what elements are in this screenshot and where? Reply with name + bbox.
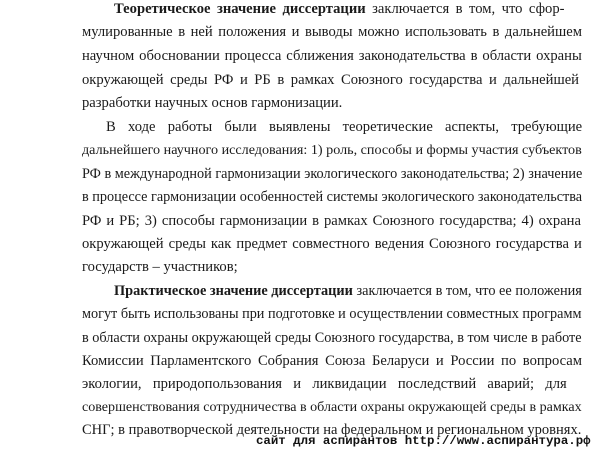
paragraph-2-line-5: РФ и РБ; 3) способы гармонизации в рамках Союзного государства; 4) охрана: [82, 213, 581, 229]
paragraph-3-line-6: совершенствования сотрудничества в области охраны окружающей среды в рамках: [82, 399, 582, 415]
paragraph-3-line-5: экологии, природопользования и ликвидации последствий аварий; для: [82, 376, 567, 392]
paragraph-3-line-7: СНГ; в правотворческой деятельности на федеральном и региональном уровнях.: [82, 422, 582, 438]
paragraph-2-line-6: окружающей среды как предмет совместного ведения Союзного государства и: [82, 236, 582, 252]
paragraph-2-line-1: В ходе работы были выявлены теоретические аспекты, требующие: [106, 119, 583, 135]
paragraph-1-line-3: научном обосновании процесса сближения законодательства в области охраны: [82, 48, 582, 64]
paragraph-1-line-1: [114, 0, 565, 19]
paragraph-2-line-7: государств – участников;: [82, 259, 238, 275]
paragraph-3-line-4: Комиссии Парламентского Собрания Союза Беларуси и России по вопросам: [82, 353, 583, 369]
paragraph-2-line-4: в процессе гармонизации особенностей системы экологического законодательства: [82, 189, 583, 205]
site-footer-link[interactable]: сайт для аспирантов http://www.аспирантура.рф: [256, 434, 591, 448]
paragraph-2-line-3: РФ в международной гармонизации экологического законодательства; 2) значение: [82, 166, 583, 182]
paragraph-1-line-5: разработки научных основ гармонизации.: [82, 95, 343, 111]
paragraph-2-line-2: дальнейшего научного исследования: 1) роль, способы и формы участия субъектов: [82, 142, 582, 158]
paragraph-3-line-3: в области охраны окружающей среды Союзного государства, в том числе в работе: [82, 330, 582, 346]
bold-heading-theoretical: Теоретическое значение диссертации: [114, 1, 366, 17]
text-run: заключается в том, что ее положения: [352, 283, 582, 299]
paragraph-1-line-2: мулированные в ней положения и выводы можно использовать в дальнейшем: [82, 24, 582, 40]
text-run: заключается в том, что сфор-: [365, 1, 565, 17]
paragraph-3-line-2: могут быть использованы при подготовке и осуществлении совместных программ: [82, 306, 582, 322]
paragraph-1-line-4: окружающей среды РФ и РБ в рамках Союзного государства и дальнейшей: [82, 72, 579, 88]
paragraph-3-line-1: [114, 281, 582, 301]
bold-heading-practical: Практическое значение диссертации: [114, 283, 353, 299]
